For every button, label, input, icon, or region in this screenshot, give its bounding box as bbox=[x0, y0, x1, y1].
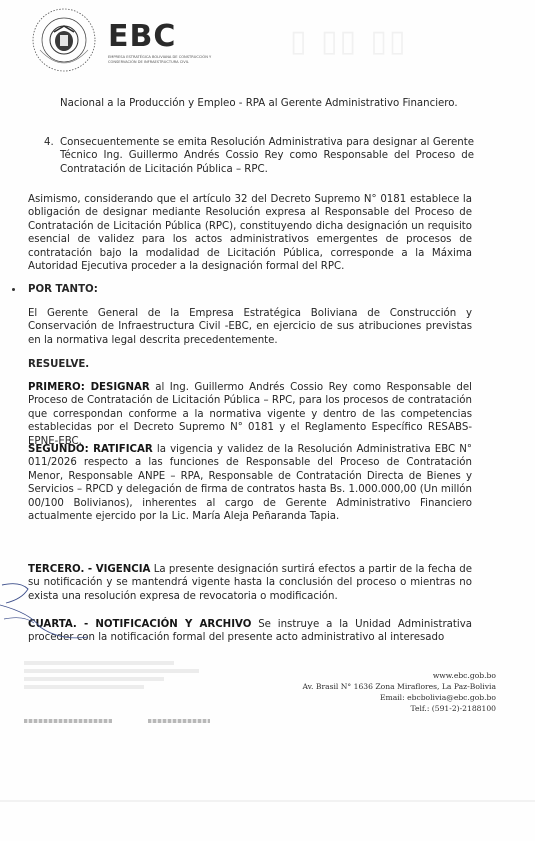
clause-segundo bbox=[28, 443, 472, 523]
clause-tercero bbox=[28, 563, 472, 603]
clause-cuarta bbox=[28, 618, 472, 645]
clause-text: la vigencia y validez de la Resolución Administrativa EBC N° 011/2026 respecto a las funciones de Responsable del Proceso de Contratación Menor, Responsable ANPE – RPA, Responsable de Contratación Directa de Bienes y Servicios – RPCD y delegación de firma de contratos hasta Bs. 1.000.000,00 (Un millón 00/100 Bolivianos), inherentes al cargo de Gerente Administrativo Financiero actualmente ejercido por la Lic. María Aleja Peñaranda Tapia. bbox=[28, 444, 472, 523]
numbered-item-4 bbox=[44, 136, 474, 176]
clause-text: al Ing. Guillermo Andrés Cossio Rey como Responsable del Proceso de Contratación de Licitación Pública – RPC, para los procesos de contratación que correspondan conforme a la normativa vigente y dentro de las competencias establecidas por el Decreto Supremo N° 0181 y el Reglamento Específico RESABS-EPNE-EBC. bbox=[28, 382, 472, 447]
item-text: Consecuentemente se emita Resolución Administrativa para designar al Gerente Técnico Ing. Guillermo Andrés Cossio Rey como Responsable del Proceso de Contratación de Licitación Pública – RPC. bbox=[60, 137, 474, 175]
clause-primero bbox=[28, 381, 472, 448]
footer-faded-text bbox=[24, 661, 224, 693]
scan-edge bbox=[0, 800, 535, 802]
clause-label: PRIMERO: DESIGNAR bbox=[28, 382, 150, 393]
clause-text: Se instruye a la Unidad Administrativa proceder con la notificación formal del presente acto administrativo al interesado bbox=[28, 619, 472, 644]
logo-subtitle: EMPRESA ESTRATÉGICA BOLIVIANA DE CONSTRUCCIÓN Y CONSERVACIÓN DE INFRAESTRUCTURA CIVIL bbox=[108, 55, 212, 64]
paragraph-continuation: Nacional a la Producción y Empleo - RPA al Gerente Administrativo Financiero. bbox=[60, 98, 458, 109]
bolivia-seal-icon bbox=[30, 6, 98, 74]
footer-web: www.ebc.gob.bo bbox=[432, 671, 496, 680]
heading-por-tanto: POR TANTO: bbox=[28, 284, 98, 295]
margin-mark bbox=[12, 288, 15, 291]
clause-label: CUARTA. - NOTIFICACIÓN Y ARCHIVO bbox=[28, 619, 252, 630]
paragraph-gerente: El Gerente General de la Empresa Estratégica Boliviana de Construcción y Conservación de Infraestructura Civil -EBC, en ejercicio de sus atribuciones previstas en la normativa legal descrita precedentemente. bbox=[28, 308, 472, 346]
footer-bar bbox=[148, 719, 210, 723]
footer-phone: Telf.: (591-2)-2188100 bbox=[410, 704, 496, 713]
heading-resuelve: RESUELVE. bbox=[28, 359, 90, 370]
pen-mark-icon bbox=[0, 575, 90, 645]
clause-label: TERCERO. - VIGENCIA bbox=[28, 564, 151, 575]
bleed-through-watermark: ▯ ▯▯ ▯▯ bbox=[290, 24, 408, 59]
footer-email: Email: ebcbolivia@ebc.gob.bo bbox=[379, 693, 496, 702]
footer-address: Av. Brasil N° 1636 Zona Miraflores, La Paz-Bolivia bbox=[302, 682, 496, 691]
footer-bar bbox=[24, 719, 112, 723]
clause-text: La presente designación surtirá efectos a partir de la fecha de su notificación y se mantendrá vigente hasta la conclusión del proceso o mientras no exista una resolución expresa de revocatoria o modificación. bbox=[28, 564, 472, 602]
item-number: 4. bbox=[44, 137, 54, 148]
paragraph-asimismo: Asimismo, considerando que el artículo 32 del Decreto Supremo N° 0181 establece la obligación de designar mediante Resolución expresa al Responsable del Proceso de Contratación de Licitación Pública (RPC), constituyendo dicha designación un requisito esencial de validez para los actos administrativos emergentes de procesos de contratación bajo la modalidad de Licitación Pública, corresponde a la Máxima Autoridad Ejecutiva proceder a la designación formal del RPC. bbox=[28, 194, 472, 273]
clause-label: SEGUNDO: RATIFICAR bbox=[28, 444, 153, 455]
ebc-logo bbox=[108, 19, 223, 64]
logo-text: EBC bbox=[108, 19, 177, 54]
footer-contact bbox=[240, 670, 496, 714]
